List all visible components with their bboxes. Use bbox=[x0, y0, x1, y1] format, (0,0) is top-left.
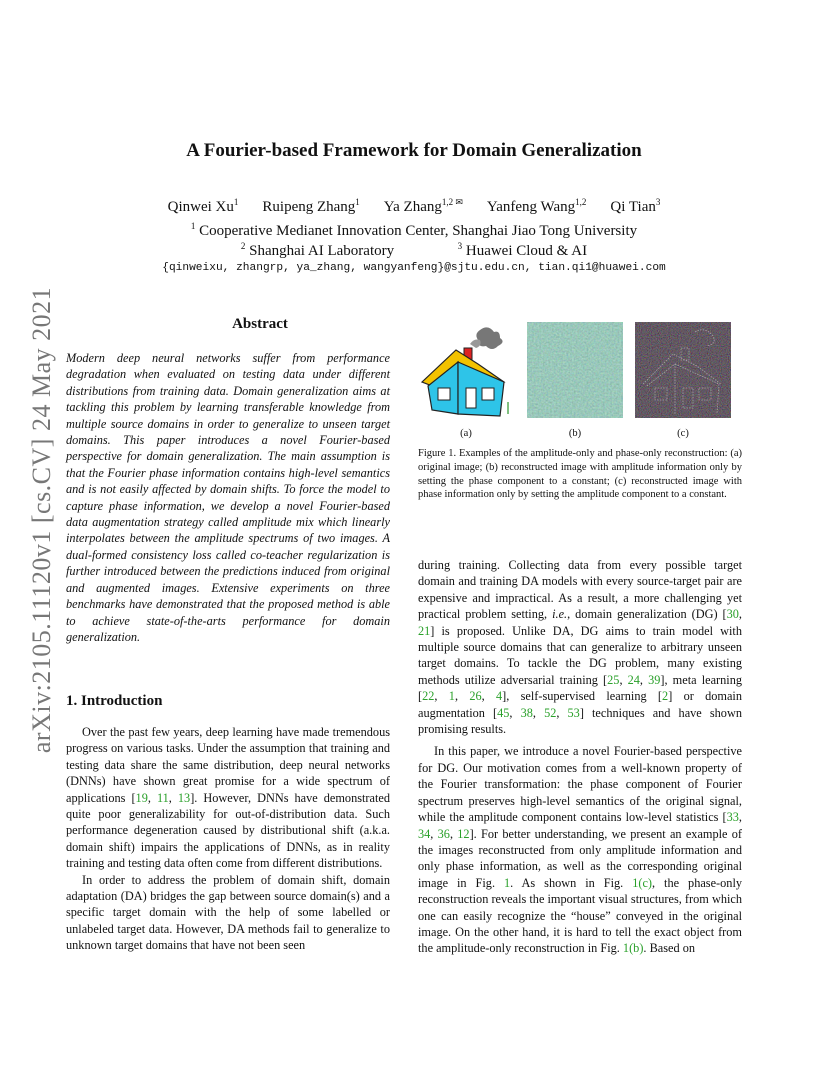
affiliation-1-sup: 1 bbox=[190, 221, 196, 231]
citation-link[interactable]: 1(b) bbox=[622, 941, 644, 956]
author-3 bbox=[384, 199, 463, 215]
citation-link[interactable]: 19 bbox=[135, 790, 148, 805]
citation-link[interactable]: 21 bbox=[418, 623, 431, 638]
intro-heading: 1. Introduction bbox=[66, 693, 163, 709]
author-name: Ya Zhang bbox=[383, 199, 442, 215]
citation-link[interactable]: 26 bbox=[469, 689, 482, 704]
right-column bbox=[418, 557, 742, 957]
affiliation-1 bbox=[0, 221, 828, 240]
phase-reconstruction-image bbox=[635, 322, 731, 418]
abstract-body bbox=[66, 350, 390, 645]
author-affiliation-sup: 1 bbox=[355, 197, 360, 207]
citation-link[interactable]: 36 bbox=[437, 826, 450, 841]
author-1 bbox=[168, 199, 239, 215]
amplitude-reconstruction-image bbox=[527, 322, 623, 418]
abstract-heading: Abstract bbox=[232, 316, 288, 332]
intro-column bbox=[66, 724, 390, 954]
affiliation-2-sup: 2 bbox=[240, 241, 246, 251]
affiliation-3-text: Huawei Cloud & AI bbox=[462, 243, 588, 259]
citation-link[interactable]: 22 bbox=[422, 689, 435, 704]
citation-link[interactable]: 53 bbox=[567, 705, 580, 720]
affiliation-1-text: Cooperative Medianet Innovation Center, Shanghai Jiao Tong University bbox=[195, 223, 638, 239]
author-affiliation-sup: 3 bbox=[655, 197, 661, 207]
citation-link[interactable]: 11 bbox=[156, 790, 169, 805]
abstract-text: Modern deep neural networks suffer from performance degradation when evaluated on testing data under different distributions from training data. Domain generalization aims at tackling this problem by learning transferable knowledge from multiple source domains in order to generalize to unseen target domains. This paper introduces a novel Fourier-based perspective for domain generalization. The main assumption is that the Fourier phase information contains high-level semantics and is not easily affected by domain shifts. To force the model to capture phase information, we develop a novel Fourier-based data augmentation strategy called amplitude mix which linearly interpolates between the amplitude spectrums of two images. A dual-formed consistency loss called co-teacher regularization is further introduced between the predictions induced from original and augmented images. Extensive experiments on three benchmarks have demonstrated that the proposed method is able to achieve state-of-the-arts performance for domain generalization. bbox=[66, 351, 390, 644]
citation-link[interactable]: 39 bbox=[648, 672, 661, 687]
author-name: Qinwei Xu bbox=[167, 199, 234, 215]
affiliation-3-sup: 3 bbox=[457, 241, 463, 251]
right-paragraph-2: In this paper, we introduce a novel Fourier-based perspective for DG. Our motivation comes from a well-known property of the Fourier transformation: the phase component of Fourier spectrum preserves high-level semantics of the original signal, while the amplitude component contains low-level statistics [33, 34, 36, 12]. For better understanding, we present an example of the images reconstructed from only amplitude information and only phase information, as well as the corresponding original image in Fig. 1. As shown in Fig. 1(c), the phase-only reconstruction reveals the important visual structures, from which one can easily recognize the “house” conveyed in the original image. On the other hand, it is hard to tell the exact object from the amplitude-only reconstruction in Fig. 1(b). Based on bbox=[418, 744, 743, 956]
citation-link[interactable]: 13 bbox=[177, 790, 191, 805]
figure-original-image bbox=[418, 322, 514, 418]
author-affiliation-sup: 1 bbox=[233, 197, 239, 207]
figure-caption: Figure 1. Examples of the amplitude-only and phase-only reconstruction: (a) original image; (b) reconstructed image with amplitude information only by setting the phase component to a constant; (c) reconstructed image with phase information only by setting the amplitude component to a constant. bbox=[418, 448, 742, 501]
citation-link[interactable]: 4 bbox=[495, 689, 503, 704]
citation-link[interactable]: 30 bbox=[726, 607, 739, 622]
author-emails: {qinweixu, zhangrp, ya_zhang, wangyanfeng}@sjtu.edu.cn, tian.qi1@huawei.com bbox=[162, 262, 666, 274]
house-image bbox=[418, 322, 514, 418]
author-list bbox=[0, 197, 828, 216]
citation-link[interactable]: 1(c) bbox=[632, 875, 653, 890]
figure-label-a: (a) bbox=[460, 428, 472, 439]
author-name: Qi Tian bbox=[610, 199, 656, 215]
figure-amplitude-only bbox=[527, 322, 623, 418]
citation-link[interactable]: 1 bbox=[504, 875, 511, 890]
arxiv-stamp-text: arXiv:2105.11120v1 [cs.CV] 24 May 2021 bbox=[27, 286, 56, 754]
figure-phase-only bbox=[635, 322, 731, 418]
author-5 bbox=[610, 199, 660, 215]
citation-link[interactable]: 52 bbox=[544, 705, 557, 720]
citation-link[interactable]: 24 bbox=[627, 672, 640, 687]
citation-link[interactable]: 25 bbox=[607, 672, 620, 687]
author-2 bbox=[262, 199, 359, 215]
citation-link[interactable]: 1 bbox=[448, 689, 455, 704]
affiliation-2 bbox=[0, 241, 828, 260]
citation-link[interactable]: 12 bbox=[457, 826, 470, 841]
author-4 bbox=[487, 199, 587, 215]
affiliation-2-text: Shanghai AI Laboratory bbox=[245, 243, 395, 259]
author-name: Yanfeng Wang bbox=[486, 199, 576, 215]
emphasis-text: i.e. bbox=[552, 607, 568, 622]
figure-label-b: (b) bbox=[568, 428, 582, 439]
intro-paragraph-1: Over the past few years, deep learning have made tremendous progress on various tasks. Under the assumption that training and testing data share the same distribution, deep neural networks (DNNs) have shown great promise for a wide spectrum of applications [19, 11, 13]. However, DNNs have demonstrated quite poor generalizability for out-of-distribution data. Such performance degeneration caused by distributional shift (a.k.a. domain shift) impairs the applications of DNNs, as in reality training and testing data often come from different distributions. bbox=[66, 725, 390, 871]
paper-title: A Fourier-based Framework for Domain Generalization bbox=[186, 140, 642, 161]
citation-link[interactable]: 38 bbox=[520, 705, 533, 720]
citation-link[interactable]: 2 bbox=[662, 689, 669, 704]
author-affiliation-sup: 1,2 bbox=[575, 197, 587, 207]
figure-label-c: (c) bbox=[677, 428, 689, 439]
arxiv-stamp bbox=[22, 280, 62, 760]
citation-link[interactable]: 33 bbox=[726, 810, 739, 825]
right-paragraph-1: during training. Collecting data from every possible target domain and training DA models with every source-target pair are expensive and impractical. As a result, a more challenging yet practical problem setting, i.e., domain generalization (DG) [30, 21] is proposed. Unlike DA, DG aims to train model with multiple source domains that can generalize to arbitrary unseen target domains. To tackle the DG problem, many existing methods utilize adversarial training [25, 24, 39], meta learning [22, 1, 26, 4], self-supervised learning [2] or domain augmentation [45, 38, 52, 53] techniques and have shown promising results. bbox=[418, 558, 743, 737]
citation-link[interactable]: 34 bbox=[418, 826, 431, 841]
author-name: Ruipeng Zhang bbox=[262, 199, 356, 215]
citation-link[interactable]: 45 bbox=[497, 705, 510, 720]
author-affiliation-sup: 1,2 ✉ bbox=[441, 197, 463, 207]
intro-paragraph-2: In order to address the problem of domain shift, domain adaptation (DA) bridges the gap between source domain(s) and a specific target domain with the help of some labelled or unlabeled target data. However, DA methods fail to generalize to unknown target domains that have not been seen bbox=[66, 872, 390, 953]
